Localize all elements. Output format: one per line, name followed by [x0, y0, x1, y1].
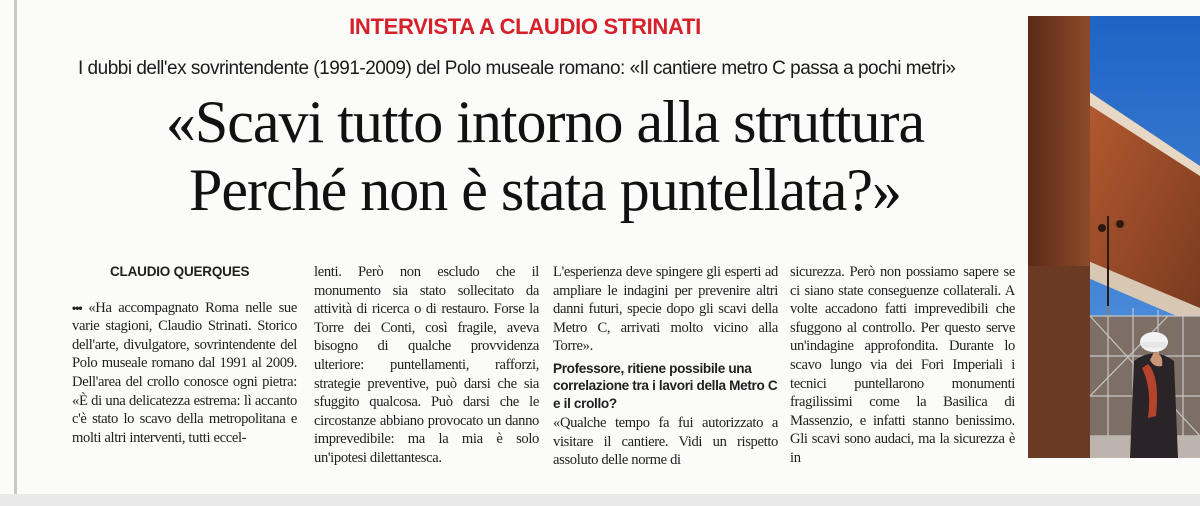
article-column-1: [72, 263, 297, 447]
page-bottom-edge: [0, 494, 1200, 506]
column-4-text: sicurezza. Però non possiamo sapere se ci siano state conseguenze collaterali. A volte accadono fatti imprevedibili che sfuggono al controllo. Per questo serve un'indagine approfondita. Durante lo scavo lungo via dei Fori Imperiali i tecnici puntellarono monumenti fragilissimi come la Basilica di Massenzio, e infatti stanno benissimo. Gli scavi sono audaci, ma la sicurezza è in: [790, 264, 1015, 466]
interview-question: Professore, ritiene possibile una correlazione tra i lavori della Metro C e il crollo?: [553, 360, 778, 411]
article-column-4: [790, 263, 1015, 468]
kicker: INTERVISTA A CLAUDIO STRINATI: [349, 14, 701, 39]
lead-marker: •••: [72, 300, 82, 315]
headline-line-2: Perché non è stata puntellata?»: [188, 157, 902, 223]
column-3-text-a: L'esperienza deve spingere gli esperti ad ampliare le indagini per prevenire altri danni futuri, specie dopo gli scavi della Metro C, arrivati molto vicino alla Torre».: [553, 264, 778, 355]
headline: [70, 88, 1020, 224]
article-photo: [1028, 16, 1200, 458]
lead-paragraph: [72, 299, 297, 448]
article-column-2: [314, 263, 539, 468]
byline: CLAUDIO QUERQUES: [110, 264, 250, 279]
column-2-text: lenti. Però non escludo che il monumento sia stato sollecitato da attività di ricerca o di restauro. Forse la Torre dei Conti, così fragile, aveva bisogno di qualche provvidenza ulteriore: puntellamenti, rafforzi, strategie preventive, può darsi che sia sfuggito qualcosa. Può darsi che le circostanze abbiano provocato un danno imprevedibile: ma la mia è solo un'ipotesi dilettantesca.: [314, 264, 539, 466]
headline-line-1: «Scavi tutto intorno alla struttura: [165, 89, 925, 155]
page-margin-rule: [14, 0, 17, 506]
column-1-text: «Ha accompagnato Roma nelle sue varie stagioni, Claudio Strinati. Storico dell'arte, divulgatore, sovrintendente del Polo museale romano dal 1991 al 2009. Dell'area del crollo conosce ogni pietra: «È di una delicatezza estrema: lì accanto c'è stato lo scavo della metropolitana e molti altri interventi, tutti eccel-: [72, 299, 297, 446]
column-3-text-b: «Qualche tempo fa fui autorizzato a visitare il cantiere. Vidi un rispetto assoluto delle norme di: [553, 415, 778, 469]
article-column-3: [553, 263, 778, 470]
subheadline: I dubbi dell'ex sovrintendente (1991-2009) del Polo museale romano: «Il cantiere metro C passa a pochi metri»: [78, 58, 956, 79]
